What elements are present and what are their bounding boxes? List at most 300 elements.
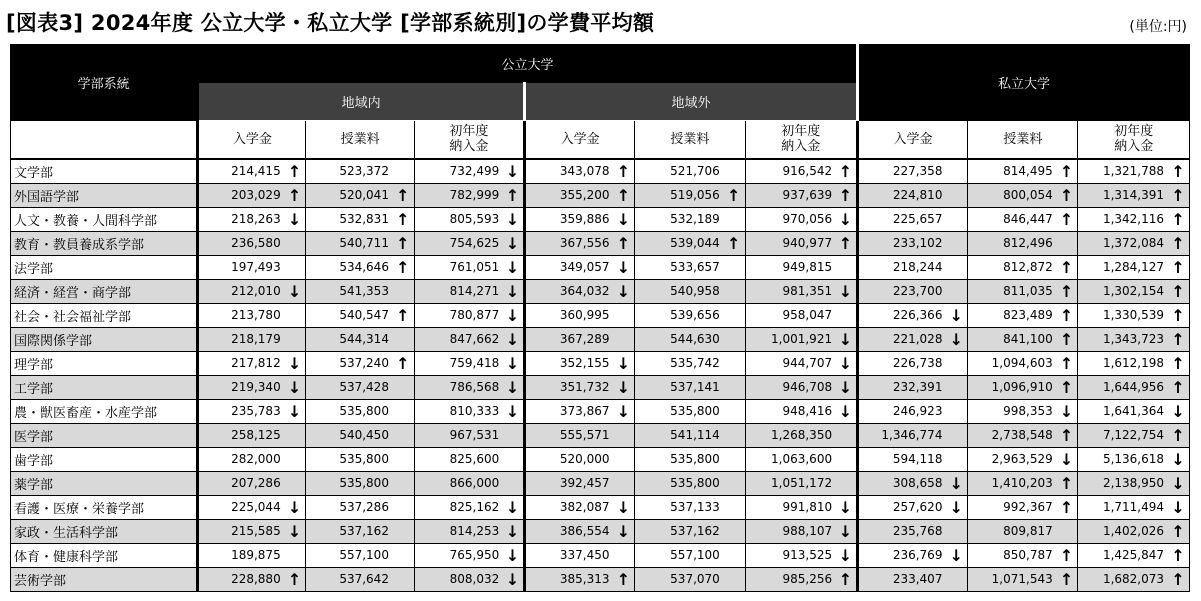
value-cell: 367,556 (524, 231, 612, 255)
value-cell: 282,000 (198, 447, 284, 471)
table-row (11, 447, 1190, 471)
up-arrow-icon: ↑ (1056, 351, 1078, 375)
arrow-cell (723, 519, 745, 543)
arrow-cell (613, 543, 635, 567)
arrow-cell (835, 447, 857, 471)
table-row (11, 231, 1190, 255)
value-cell: 940,977 (745, 231, 835, 255)
row-label: 法学部 (11, 255, 198, 279)
value-cell: 1,330,539 (1078, 303, 1167, 327)
row-label: 工学部 (11, 375, 198, 399)
value-cell: 916,542 (745, 159, 835, 184)
value-cell: 537,642 (306, 567, 392, 591)
arrow-cell (945, 351, 967, 375)
value-cell: 1,641,364 (1078, 399, 1167, 423)
arrow-cell (945, 207, 967, 231)
arrow-cell (284, 303, 306, 327)
up-arrow-icon: ↑ (1056, 207, 1078, 231)
value-cell: 847,662 (414, 327, 502, 351)
up-arrow-icon: ↑ (1167, 423, 1189, 447)
down-arrow-icon: ↓ (502, 159, 524, 184)
value-cell: 555,571 (524, 423, 612, 447)
down-arrow-icon: ↓ (613, 351, 635, 375)
down-arrow-icon: ↓ (613, 255, 635, 279)
down-arrow-icon: ↓ (613, 207, 635, 231)
value-cell: 537,133 (635, 495, 723, 519)
value-cell: 523,372 (306, 159, 392, 184)
value-cell: 235,783 (198, 399, 284, 423)
value-cell: 257,620 (857, 495, 945, 519)
value-cell: 540,711 (306, 231, 392, 255)
down-arrow-icon: ↓ (502, 231, 524, 255)
value-cell: 520,041 (306, 183, 392, 207)
value-cell: 355,200 (524, 183, 612, 207)
table-row (11, 183, 1190, 207)
fee-table (10, 44, 1190, 592)
value-cell: 823,489 (968, 303, 1056, 327)
value-cell: 233,407 (857, 567, 945, 591)
value-cell: 557,100 (635, 543, 723, 567)
value-cell: 1,001,921 (745, 327, 835, 351)
down-arrow-icon: ↓ (502, 375, 524, 399)
value-cell: 535,800 (306, 471, 392, 495)
header-col-2-0: 入学金 (857, 121, 967, 159)
down-arrow-icon: ↓ (835, 399, 857, 423)
value-cell: 541,353 (306, 279, 392, 303)
value-cell: 539,656 (635, 303, 723, 327)
down-arrow-icon: ↓ (613, 375, 635, 399)
down-arrow-icon: ↓ (835, 543, 857, 567)
arrow-cell (723, 399, 745, 423)
value-cell: 539,044 (635, 231, 723, 255)
table-row (11, 351, 1190, 375)
sub-header-row (11, 121, 1190, 159)
arrow-cell (613, 327, 635, 351)
value-cell: 349,057 (524, 255, 612, 279)
up-arrow-icon: ↑ (835, 567, 857, 591)
value-cell: 805,593 (414, 207, 502, 231)
row-label: 芸術学部 (11, 567, 198, 591)
value-cell: 308,658 (857, 471, 945, 495)
arrow-cell (723, 495, 745, 519)
up-arrow-icon: ↑ (392, 183, 414, 207)
value-cell: 392,457 (524, 471, 612, 495)
value-cell: 1,644,956 (1078, 375, 1167, 399)
value-cell: 226,366 (857, 303, 945, 327)
value-cell: 540,958 (635, 279, 723, 303)
header-col-0-1: 授業料 (306, 121, 414, 159)
table-row (11, 471, 1190, 495)
arrow-cell (284, 231, 306, 255)
arrow-cell (723, 255, 745, 279)
down-arrow-icon: ↓ (945, 543, 967, 567)
value-cell: 841,100 (968, 327, 1056, 351)
arrow-cell (945, 423, 967, 447)
value-cell: 337,450 (524, 543, 612, 567)
value-cell: 212,010 (198, 279, 284, 303)
header-category: 学部系統 (11, 45, 198, 121)
value-cell: 825,600 (414, 447, 502, 471)
arrow-cell (392, 423, 414, 447)
value-cell: 780,877 (414, 303, 502, 327)
table-row (11, 159, 1190, 184)
value-cell: 1,612,198 (1078, 351, 1167, 375)
value-cell: 754,625 (414, 231, 502, 255)
value-cell: 759,418 (414, 351, 502, 375)
row-label: 歯学部 (11, 447, 198, 471)
arrow-cell (945, 567, 967, 591)
header-col-1-0: 入学金 (524, 121, 634, 159)
down-arrow-icon: ↓ (613, 279, 635, 303)
value-cell: 557,100 (306, 543, 392, 567)
up-arrow-icon: ↑ (284, 159, 306, 184)
arrow-cell (392, 327, 414, 351)
table-row (11, 255, 1190, 279)
value-cell: 850,787 (968, 543, 1056, 567)
value-cell: 1,071,543 (968, 567, 1056, 591)
value-cell: 544,314 (306, 327, 392, 351)
value-cell: 949,815 (745, 255, 835, 279)
value-cell: 1,051,172 (745, 471, 835, 495)
value-cell: 535,800 (306, 447, 392, 471)
arrow-cell (945, 399, 967, 423)
up-arrow-icon: ↑ (723, 183, 745, 207)
up-arrow-icon: ↑ (1167, 183, 1189, 207)
value-cell: 812,872 (968, 255, 1056, 279)
down-arrow-icon: ↓ (945, 495, 967, 519)
table-body (11, 159, 1190, 592)
header-col-0-0: 入学金 (198, 121, 306, 159)
row-label: 社会・社会福祉学部 (11, 303, 198, 327)
value-cell: 1,321,788 (1078, 159, 1167, 184)
up-arrow-icon: ↑ (1056, 327, 1078, 351)
up-arrow-icon: ↑ (1056, 159, 1078, 184)
value-cell: 218,244 (857, 255, 945, 279)
up-arrow-icon: ↑ (613, 567, 635, 591)
value-cell: 189,875 (198, 543, 284, 567)
value-cell: 364,032 (524, 279, 612, 303)
down-arrow-icon: ↓ (284, 495, 306, 519)
row-label: 国際関係学部 (11, 327, 198, 351)
arrow-cell (945, 159, 967, 184)
value-cell: 533,657 (635, 255, 723, 279)
value-cell: 594,118 (857, 447, 945, 471)
header-blank (11, 121, 198, 159)
arrow-cell (723, 543, 745, 567)
value-cell: 233,102 (857, 231, 945, 255)
value-cell: 825,162 (414, 495, 502, 519)
value-cell: 225,044 (198, 495, 284, 519)
value-cell: 946,708 (745, 375, 835, 399)
value-cell: 812,496 (968, 231, 1056, 255)
fee-table-container (10, 44, 1190, 589)
value-cell: 1,342,116 (1078, 207, 1167, 231)
header-private: 私立大学 (857, 45, 1189, 121)
down-arrow-icon: ↓ (284, 351, 306, 375)
up-arrow-icon: ↑ (284, 567, 306, 591)
value-cell: 810,333 (414, 399, 502, 423)
up-arrow-icon: ↑ (613, 159, 635, 184)
row-label: 看護・医療・栄養学部 (11, 495, 198, 519)
arrow-cell (945, 447, 967, 471)
up-arrow-icon: ↑ (1167, 279, 1189, 303)
value-cell: 808,032 (414, 567, 502, 591)
value-cell: 7,122,754 (1078, 423, 1167, 447)
arrow-cell (835, 255, 857, 279)
arrow-cell (284, 471, 306, 495)
value-cell: 1,063,600 (745, 447, 835, 471)
up-arrow-icon: ↑ (1056, 495, 1078, 519)
value-cell: 520,000 (524, 447, 612, 471)
arrow-cell (392, 399, 414, 423)
table-row (11, 279, 1190, 303)
down-arrow-icon: ↓ (613, 519, 635, 543)
arrow-cell (835, 471, 857, 495)
value-cell: 246,923 (857, 399, 945, 423)
down-arrow-icon: ↓ (1167, 447, 1189, 471)
value-cell: 5,136,618 (1078, 447, 1167, 471)
value-cell: 535,800 (635, 447, 723, 471)
value-cell: 382,087 (524, 495, 612, 519)
up-arrow-icon: ↑ (392, 207, 414, 231)
arrow-cell (945, 231, 967, 255)
value-cell: 985,256 (745, 567, 835, 591)
down-arrow-icon: ↓ (502, 543, 524, 567)
table-row (11, 543, 1190, 567)
up-arrow-icon: ↑ (1167, 375, 1189, 399)
arrow-cell (284, 255, 306, 279)
arrow-cell (284, 327, 306, 351)
value-cell: 809,817 (968, 519, 1056, 543)
arrow-cell (945, 279, 967, 303)
up-arrow-icon: ↑ (392, 303, 414, 327)
row-label: 医学部 (11, 423, 198, 447)
value-cell: 732,499 (414, 159, 502, 184)
value-cell: 535,742 (635, 351, 723, 375)
value-cell: 992,367 (968, 495, 1056, 519)
value-cell: 814,495 (968, 159, 1056, 184)
value-cell: 541,114 (635, 423, 723, 447)
arrow-cell (723, 303, 745, 327)
value-cell: 535,800 (635, 471, 723, 495)
value-cell: 359,886 (524, 207, 612, 231)
arrow-cell (392, 471, 414, 495)
down-arrow-icon: ↓ (1167, 399, 1189, 423)
value-cell: 534,646 (306, 255, 392, 279)
value-cell: 537,141 (635, 375, 723, 399)
arrow-cell (835, 303, 857, 327)
up-arrow-icon: ↑ (1167, 303, 1189, 327)
up-arrow-icon: ↑ (392, 231, 414, 255)
header-out-region: 地域外 (524, 83, 857, 121)
value-cell: 765,950 (414, 543, 502, 567)
value-cell: 197,493 (198, 255, 284, 279)
down-arrow-icon: ↓ (835, 207, 857, 231)
value-cell: 224,810 (857, 183, 945, 207)
up-arrow-icon: ↑ (1056, 303, 1078, 327)
table-row (11, 519, 1190, 543)
unit-label: (単位:円) (1129, 19, 1187, 35)
arrow-cell (1056, 231, 1078, 255)
up-arrow-icon: ↑ (284, 183, 306, 207)
value-cell: 2,138,950 (1078, 471, 1167, 495)
table-row (11, 207, 1190, 231)
down-arrow-icon: ↓ (502, 207, 524, 231)
value-cell: 1,682,073 (1078, 567, 1167, 591)
arrow-cell (723, 375, 745, 399)
down-arrow-icon: ↓ (502, 255, 524, 279)
down-arrow-icon: ↓ (613, 495, 635, 519)
arrow-cell (613, 471, 635, 495)
value-cell: 540,547 (306, 303, 392, 327)
up-arrow-icon: ↑ (613, 231, 635, 255)
down-arrow-icon: ↓ (835, 495, 857, 519)
value-cell: 782,999 (414, 183, 502, 207)
value-cell: 367,289 (524, 327, 612, 351)
arrow-cell (723, 279, 745, 303)
value-cell: 219,340 (198, 375, 284, 399)
header-col-2-1: 授業料 (968, 121, 1078, 159)
value-cell: 537,286 (306, 495, 392, 519)
value-cell: 352,155 (524, 351, 612, 375)
value-cell: 1,284,127 (1078, 255, 1167, 279)
up-arrow-icon: ↑ (392, 351, 414, 375)
value-cell: 2,963,529 (968, 447, 1056, 471)
arrow-cell (613, 423, 635, 447)
down-arrow-icon: ↓ (502, 519, 524, 543)
value-cell: 226,738 (857, 351, 945, 375)
table-row (11, 399, 1190, 423)
page-title: [図表3] 2024年度 公立大学・私立大学 [学部系統別]の学費平均額 (6, 11, 655, 35)
down-arrow-icon: ↓ (1167, 471, 1189, 495)
row-label: 教育・教員養成系学部 (11, 231, 198, 255)
value-cell: 373,867 (524, 399, 612, 423)
value-cell: 1,302,154 (1078, 279, 1167, 303)
arrow-cell (945, 519, 967, 543)
arrow-cell (723, 447, 745, 471)
value-cell: 913,525 (745, 543, 835, 567)
up-arrow-icon: ↑ (1056, 279, 1078, 303)
up-arrow-icon: ↑ (1056, 183, 1078, 207)
up-arrow-icon: ↑ (835, 159, 857, 184)
arrow-cell (392, 447, 414, 471)
arrow-cell (945, 375, 967, 399)
arrow-cell (723, 423, 745, 447)
value-cell: 1,372,084 (1078, 231, 1167, 255)
arrow-cell (392, 495, 414, 519)
down-arrow-icon: ↓ (613, 399, 635, 423)
up-arrow-icon: ↑ (1167, 231, 1189, 255)
value-cell: 532,189 (635, 207, 723, 231)
value-cell: 236,580 (198, 231, 284, 255)
row-label: 農・獣医畜産・水産学部 (11, 399, 198, 423)
value-cell: 360,995 (524, 303, 612, 327)
arrow-cell (613, 447, 635, 471)
arrow-cell (392, 279, 414, 303)
arrow-cell (284, 423, 306, 447)
down-arrow-icon: ↓ (835, 279, 857, 303)
down-arrow-icon: ↓ (1167, 495, 1189, 519)
up-arrow-icon: ↑ (1056, 567, 1078, 591)
down-arrow-icon: ↓ (835, 327, 857, 351)
down-arrow-icon: ↓ (945, 471, 967, 495)
up-arrow-icon: ↑ (1056, 471, 1078, 495)
value-cell: 1,711,494 (1078, 495, 1167, 519)
arrow-cell (502, 471, 524, 495)
value-cell: 1,343,723 (1078, 327, 1167, 351)
value-cell: 232,391 (857, 375, 945, 399)
value-cell: 998,353 (968, 399, 1056, 423)
up-arrow-icon: ↑ (835, 231, 857, 255)
value-cell: 343,078 (524, 159, 612, 184)
down-arrow-icon: ↓ (835, 375, 857, 399)
down-arrow-icon: ↓ (1056, 399, 1078, 423)
up-arrow-icon: ↑ (835, 183, 857, 207)
value-cell: 1,268,350 (745, 423, 835, 447)
value-cell: 537,428 (306, 375, 392, 399)
value-cell: 236,769 (857, 543, 945, 567)
down-arrow-icon: ↓ (502, 279, 524, 303)
value-cell: 218,263 (198, 207, 284, 231)
arrow-cell (613, 303, 635, 327)
arrow-cell (723, 327, 745, 351)
value-cell: 967,531 (414, 423, 502, 447)
value-cell: 223,700 (857, 279, 945, 303)
up-arrow-icon: ↑ (1167, 543, 1189, 567)
arrow-cell (945, 255, 967, 279)
down-arrow-icon: ↓ (1056, 447, 1078, 471)
value-cell: 866,000 (414, 471, 502, 495)
value-cell: 258,125 (198, 423, 284, 447)
value-cell: 1,094,603 (968, 351, 1056, 375)
up-arrow-icon: ↑ (1167, 351, 1189, 375)
arrow-cell (284, 543, 306, 567)
header-col-2-2: 初年度 納入金 (1078, 121, 1190, 159)
arrow-cell (392, 543, 414, 567)
value-cell: 761,051 (414, 255, 502, 279)
down-arrow-icon: ↓ (835, 519, 857, 543)
value-cell: 532,831 (306, 207, 392, 231)
value-cell: 786,568 (414, 375, 502, 399)
value-cell: 521,706 (635, 159, 723, 184)
down-arrow-icon: ↓ (284, 279, 306, 303)
value-cell: 981,351 (745, 279, 835, 303)
table-row (11, 423, 1190, 447)
row-label: 体育・健康科学部 (11, 543, 198, 567)
down-arrow-icon: ↓ (945, 327, 967, 351)
value-cell: 537,162 (306, 519, 392, 543)
value-cell: 535,800 (306, 399, 392, 423)
up-arrow-icon: ↑ (392, 255, 414, 279)
arrow-cell (502, 447, 524, 471)
down-arrow-icon: ↓ (835, 351, 857, 375)
value-cell: 1,425,847 (1078, 543, 1167, 567)
down-arrow-icon: ↓ (284, 375, 306, 399)
value-cell: 1,314,391 (1078, 183, 1167, 207)
up-arrow-icon: ↑ (1056, 255, 1078, 279)
header-col-0-2: 初年度 納入金 (414, 121, 524, 159)
down-arrow-icon: ↓ (502, 327, 524, 351)
up-arrow-icon: ↑ (502, 183, 524, 207)
value-cell: 937,639 (745, 183, 835, 207)
value-cell: 958,047 (745, 303, 835, 327)
down-arrow-icon: ↓ (284, 399, 306, 423)
value-cell: 1,096,910 (968, 375, 1056, 399)
value-cell: 1,346,774 (857, 423, 945, 447)
arrow-cell (392, 375, 414, 399)
value-cell: 540,450 (306, 423, 392, 447)
value-cell: 991,810 (745, 495, 835, 519)
